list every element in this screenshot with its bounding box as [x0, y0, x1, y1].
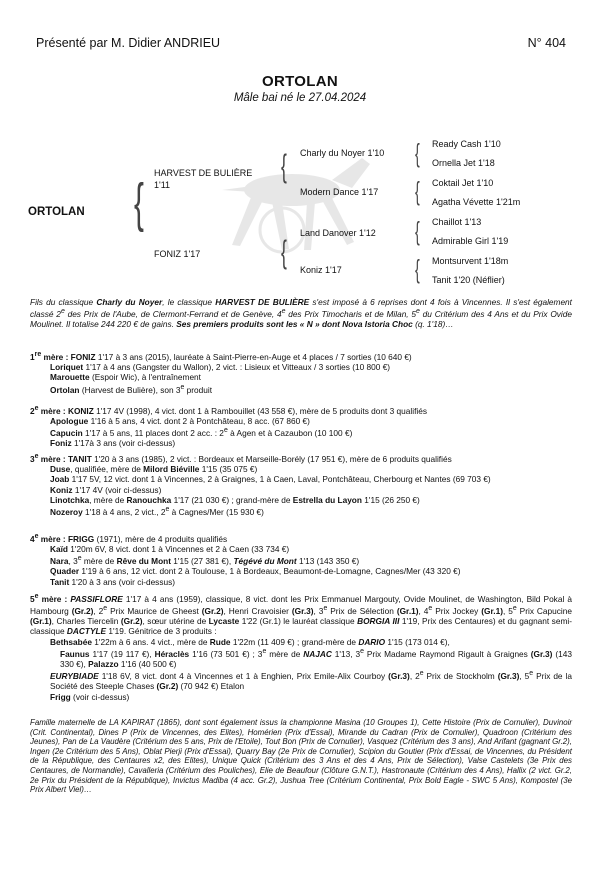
horse-subtitle: Mâle bai né le 27.04.2024: [233, 92, 367, 104]
brace-dam: {: [281, 234, 287, 270]
pedigree-sire-time: 1'11: [154, 180, 171, 190]
pedigree-sss: Ready Cash 1'10: [432, 139, 501, 149]
fifth-dam-section: 5e mère : PASSIFLORE 1'17 à 4 ans (1959), classique, 8 vict. dont les Prix Emmanuel Margouty, Ovide Moulinet, de Washington, Bild Pokal à Hambourg (Gr.2), 2e Prix Maurice de Gheest (Gr.2), Henri Cravoisier (Gr.3), 3e Prix de Sélection (Gr.1), 4e Prix Jockey (Gr.1), 5e Prix Capucine (Gr.1), Charles Tiercelin (Gr.2), sœur utérine de Lycaste 1'22 (Gr.1) le lauréat classique BORGIA III 1'19, Prix des Centaures) et du gagnant semi-classique DACTYLE 1'19. Génitrice de 3 produits : Bethsabée 1'22m à 6 ans. 4 vict., mère de Rude 1'22m (11 409 €) ; grand-mère de DARIO 1'15 (173 014 €), Faunus 1'17 (19 117 €), Héraclès 1'16 (73 501 €) ; 3e mère de NAJAC 1'13, 3e Prix Madame Raymond Rigault à Graignes (Gr.3) (143 330 €), Palazzo 1'16 (40 500 €) EURYBIADE 1'18 6V, 8 vict. dont 4 à Vincennes et 1 à Enghien, Prix Emile-Alix Courboy (Gr.3), 2e Prix de Stockholm (Gr.3), 5e Prix de la Société des Steeple Chases (Gr.2) (70 942 €) Etalon Frigg (voir ci-dessus): [30, 593, 573, 702]
pedigree-dss: Chaillot 1'13: [432, 217, 482, 227]
brace-dd: {: [415, 254, 420, 284]
brace-gen1: {: [134, 173, 144, 233]
presenter-label: Présenté par M. Didier ANDRIEU: [36, 36, 221, 50]
second-dam-section: 2e mère : KONIZ 1'17 4V (1998), 4 vict. dont 1 à Rambouillet (43 558 €), mère de 5 produits dont 3 qualifiés Apologue 1'16 à 5 ans, 4 vict. dont 2 à Pontchâteau, 8 acc. (67 860 €) Capucin 1'17 à 5 ans, 11 places dont 2 acc. : 2e à Agen et à Cazaubon (10 100 €) Foniz 1'17à 3 ans (voir ci-dessus): [30, 405, 427, 449]
fourth-dam-section: 4e mère : FRIGG (1971), mère de 4 produits qualifiés Kaïd 1'20m 6V, 8 vict. dont 1 à Vincennes et 2 à Caen (33 734 €) Nara, 3e mère de Rêve du Mont 1'15 (27 381 €), Tégévé du Mont 1'13 (143 350 €) Quader 1'19 à 6 ans, 12 vict. dont 2 à Toulouse, 1 à Bordeaux, Beaumont-de-Lomagne, Cagnes/Mer (43 320 €) Tanit 1'20 à 3 ans (voir ci-dessus): [30, 533, 461, 587]
pedigree-ds: Land Danover 1'12: [300, 228, 376, 238]
brace-ds: {: [415, 216, 420, 246]
pedigree-ss: Charly du Noyer 1'10: [300, 148, 385, 158]
pedigree-sd: Modern Dance 1'17: [300, 187, 379, 197]
pedigree-chart: [0, 0, 600, 300]
pedigree-dds: Montsurvent 1'18m: [432, 256, 509, 266]
pedigree-sdd: Agatha Vévette 1'21m: [432, 197, 521, 207]
brace-sd: {: [415, 176, 420, 206]
pedigree-sire: HARVEST DE BULIÈRE: [154, 168, 253, 178]
pedigree-ddd: Tanit 1'20 (Néflier): [432, 275, 505, 285]
pedigree-dam: FONIZ 1'17: [154, 249, 201, 259]
pedigree-ssd: Ornella Jet 1'18: [432, 158, 495, 168]
pedigree-dd: Koniz 1'17: [300, 265, 342, 275]
family-footer: Famille maternelle de LA KAPIRAT (1865), dont sont également issus la championne Masina (10 Groupes 1), Cette Histoire (Prix de Cornulier), Duvinoir (Crit. Continental), Dines P (Prix de Vincennes, des Elites), Homérien (Prix d'Essai), Mirande du Cadran (Prix de Cornulier), Quadroon (Critérium des Jeunes), Pan de La Vaudère (Critérium des 5 ans, Prix de l'Etoile), Tout Bon (Prix de Cornulier), Vasquez (Critérium des 3 ans), And Arifant (gagnant Gr.2), Ingen (2e Critérium des 5 Ans), Oblat Pierji (Prix d'Essai), Quarry Bay (2e Prix de Cornulier), Scipion du Goutier (Prix d'Essai, de Vincennes, du Président de la République, des Centaures x2, des Elites), Unique Quick (Critérium des 3 Ans et des 4 Ans, Prix de Sélection), Valse Castelets (3e Prix des Centaures, de Normandie), Cavalleria (Critérium des Pouliches), Elie de Beaufour (Clôture G.N.T.), Hastronaute (Critérium des 4 Ans), Hallix (2 vict. Gr.2, 2e Prix du Président de la République), Invictus Madiba (4 acc. Gr.2), Jushua Tree (Critérium Continental, Prix Bold Eagle - SWC 5 Ans), Kompostel (3e Prix Albert Viel)…: [30, 718, 572, 795]
pedigree-sds: Coktail Jet 1'10: [432, 178, 494, 188]
intro-paragraph: Fils du classique Charly du Noyer, le classique HARVEST DE BULIÈRE s'est imposé à 6 reprises dont 4 fois à Vincennes. Il s'est également classé 2e des Prix de l'Aube, de Clermont-Ferrand et de Genève, 4e des Prix Timocharis et de Milan, 5e du Critérium des 4 Ans et du Prix Ovide Moulinet. Il totalise 244 220 € de gains. Ses premiers produits sont les « N » dont Nova Istoria Choc (q. 1'18)…: [30, 297, 572, 330]
pedigree-subject: ORTOLAN: [28, 206, 85, 218]
pedigree-dsd: Admirable Girl 1'19: [432, 236, 509, 246]
third-dam-section: 3e mère : TANIT 1'20 à 3 ans (1985), 2 vict. : Bordeaux et Marseille-Borély (17 951 €), mère de 6 produits qualifiés Duse, qualifiée, mère de Milord Biéville 1'15 (35 075 €) Joab 1'17 5V, 12 vict. dont 1 à Vincennes, 2 à Graignes, 1 à Caen, Laval, Pontchâteau, Cherbourg et Nantes (69 703 €) Koniz 1'17 4V (voir ci-dessus) Linotchka, mère de Ranouchka 1'17 (21 030 €) ; grand-mère de Estrella du Layon 1'15 (26 250 €) Nozeroy 1'18 à 4 ans, 2 vict., 2e à Cagnes/Mer (15 930 €): [30, 453, 491, 518]
brace-ss: {: [415, 138, 420, 168]
lot-number: N° 404: [527, 36, 566, 50]
first-dam-section: 1re mère : FONIZ 1'17 à 3 ans (2015), lauréate à Saint-Pierre-en-Auge et 4 places / 7 sorties (10 640 €) Loriquet 1'17 à 4 ans (Gangster du Wallon), 2 vict. : Lisieux et Vitteaux / 3 sorties (10 800 €) Marouette (Espoir Wic), à l'entraînement Ortolan (Harvest de Bulière), son 3e produit: [30, 351, 412, 395]
horse-title: ORTOLAN: [262, 73, 338, 90]
trotter-silhouette-icon: [212, 148, 385, 260]
brace-sire: {: [281, 148, 287, 184]
